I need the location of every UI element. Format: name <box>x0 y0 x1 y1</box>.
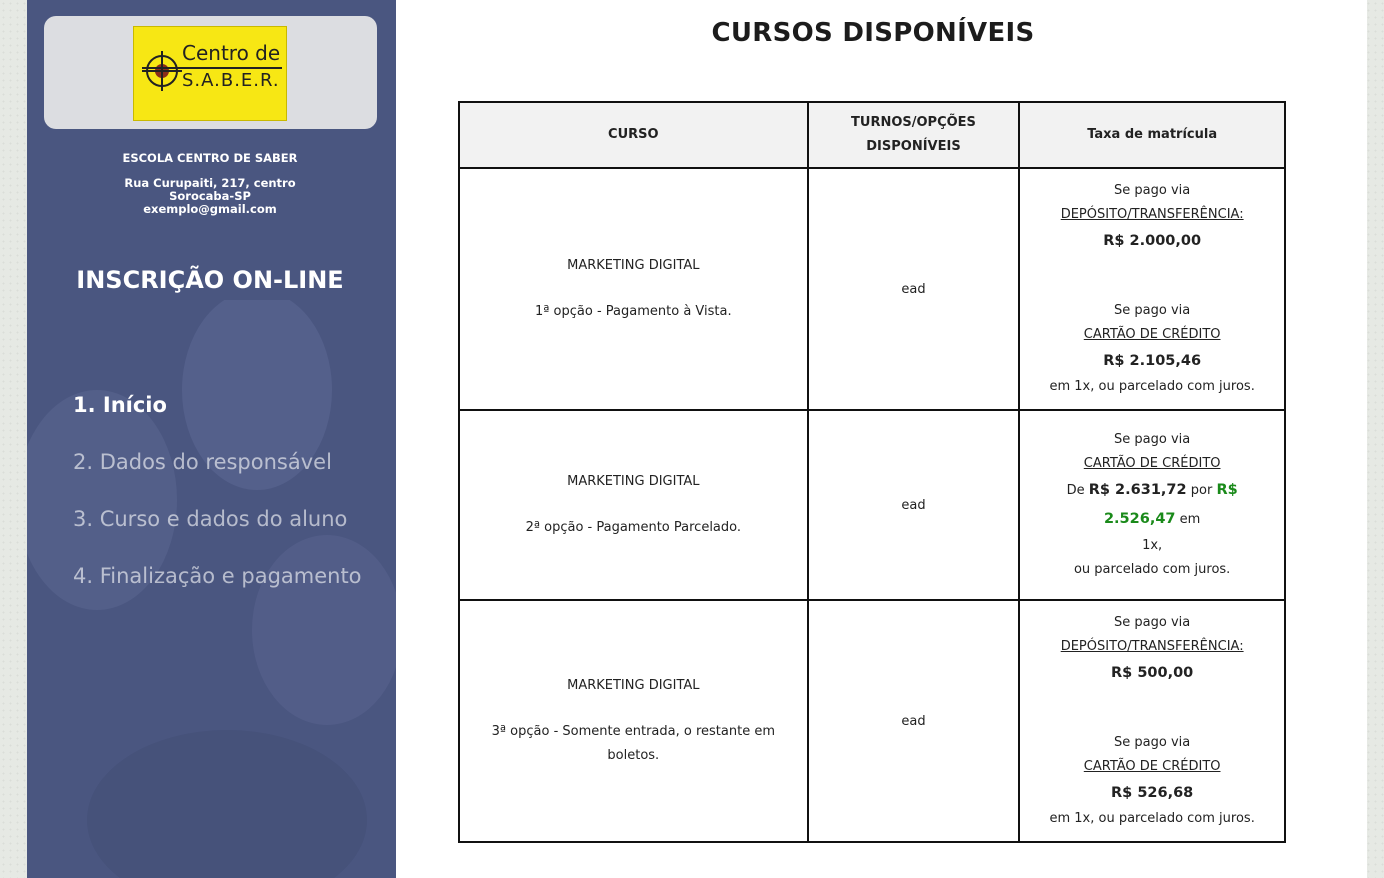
logo-text-bottom: S.A.B.E.R. <box>182 70 280 91</box>
turn-cell: ead <box>808 410 1020 600</box>
table-header-row <box>459 102 1285 168</box>
sidebar <box>27 0 396 878</box>
course-name: MARKETING DIGITAL <box>567 678 700 693</box>
from-word: De <box>1066 483 1085 498</box>
step-inicio[interactable]: 1. Início <box>73 393 167 417</box>
course-name: MARKETING DIGITAL <box>567 474 700 489</box>
page-title: CURSOS DISPONÍVEIS <box>711 18 1035 48</box>
school-name: ESCOLA CENTRO DE SABER <box>122 151 298 165</box>
school-email: exemplo@gmail.com <box>143 202 277 216</box>
payment-note: em 1x, ou parcelado com juros. <box>1049 811 1255 826</box>
logo-text-top: Centro de <box>182 41 281 65</box>
step-finalizacao-pagamento[interactable]: 4. Finalização e pagamento <box>73 564 362 588</box>
header-course: CURSO <box>459 102 808 168</box>
payment-method: DEPÓSITO/TRANSFERÊNCIA: <box>1060 639 1244 654</box>
payment-intro: Se pago via <box>1114 432 1191 447</box>
school-address-city: Sorocaba-SP <box>169 189 251 203</box>
fee-cell <box>1019 600 1285 842</box>
price: R$ 2.000,00 <box>1103 233 1202 249</box>
course-cell <box>459 600 808 842</box>
por-word: por <box>1190 483 1213 498</box>
price: R$ 2.105,46 <box>1103 353 1202 369</box>
payment-method: CARTÃO DE CRÉDITO <box>1083 327 1221 342</box>
table-row <box>459 168 1285 410</box>
courses-table <box>458 101 1286 843</box>
main-content <box>396 0 1367 878</box>
course-option: 3ª opção - Somente entrada, o restante em boletos. <box>491 724 775 763</box>
table-row <box>459 600 1285 842</box>
sidebar-title: INSCRIÇÃO ON-LINE <box>76 266 344 294</box>
step-dados-responsavel[interactable]: 2. Dados do responsável <box>73 450 332 474</box>
payment-note: em 1x, ou parcelado com juros. <box>1049 379 1255 394</box>
school-logo <box>133 26 287 121</box>
payment-intro: Se pago via <box>1114 303 1191 318</box>
payment-method: CARTÃO DE CRÉDITO <box>1083 456 1221 471</box>
promo-price: R$ 2.526,47 <box>1103 482 1238 527</box>
price: R$ 526,68 <box>1111 785 1194 801</box>
turn-cell: ead <box>808 168 1020 410</box>
price: R$ 500,00 <box>1111 665 1194 681</box>
fee-cell <box>1019 410 1285 600</box>
em-word: em <box>1179 512 1201 527</box>
payment-intro: Se pago via <box>1114 183 1191 198</box>
logo-rule <box>142 67 282 69</box>
logo-card <box>44 16 377 129</box>
step-curso-dados-aluno[interactable]: 3. Curso e dados do aluno <box>73 507 348 531</box>
payment-note: ou parcelado com juros. <box>1073 562 1231 577</box>
payment-note: 1x, <box>1142 538 1163 553</box>
step-nav <box>73 393 362 621</box>
payment-intro: Se pago via <box>1114 735 1191 750</box>
table-row <box>459 410 1285 600</box>
header-fee: Taxa de matrícula <box>1019 102 1285 168</box>
course-option: 2ª opção - Pagamento Parcelado. <box>525 520 742 535</box>
turn-cell: ead <box>808 600 1020 842</box>
target-icon <box>142 47 186 91</box>
fee-cell <box>1019 168 1285 410</box>
course-cell <box>459 410 808 600</box>
payment-method: CARTÃO DE CRÉDITO <box>1083 759 1221 774</box>
header-turns: TURNOS/OPÇÕES DISPONÍVEIS <box>808 102 1020 168</box>
course-cell <box>459 168 808 410</box>
school-info <box>27 152 393 216</box>
old-price: R$ 2.631,72 <box>1088 482 1187 498</box>
payment-method: DEPÓSITO/TRANSFERÊNCIA: <box>1060 207 1244 222</box>
school-address-street: Rua Curupaiti, 217, centro <box>124 176 296 190</box>
course-name: MARKETING DIGITAL <box>567 258 700 273</box>
payment-intro: Se pago via <box>1114 615 1191 630</box>
course-option: 1ª opção - Pagamento à Vista. <box>535 304 732 319</box>
